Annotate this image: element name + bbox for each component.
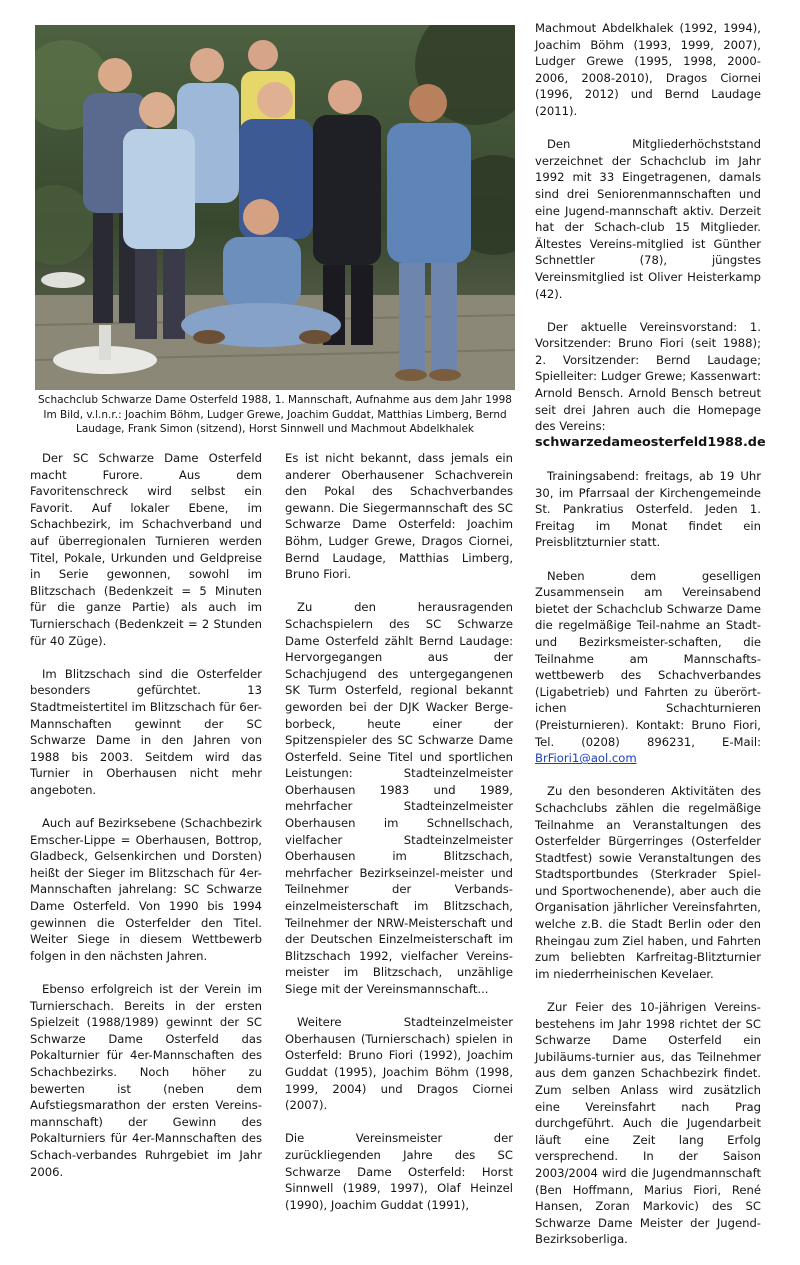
paragraph: Zu den herausragenden Schachspielern des SC Schwarze Dame Osterfeld zählt Bernd Laudage: Hervorgegangen aus der Schachjugend des untergegangenen SK Turm Osterfeld, regional bekannt geworden bei der DJK Wacker Berge-borbeck, heute einer der Spitzenspieler des SC Schwarze Dame Osterfeld. Seine Titel und sportlichen Leistungen: Stadteinzelmeister Oberhausen 1983 und 1989, mehrfacher Stadteinzelmeister Oberhausen im Schnellschach, vielfacher Stadteinzelmeister Oberhausen im Blitzschach, mehrfacher Bezirkseinzel-meister und Teilnehmer der Verbands-einzelmeisterschaft im Blitzschach, Teilnehmer der NRW-Meisterschaft und der Deutschen Einzelmeisterschaft im Blitzschach 1992, vielfacher Vereins-meister im Blitzschach, unzählige Siege mit der Vereinsmannschaft...: [285, 600, 513, 996]
board-text: Der aktuelle Vereinsvorstand: 1. Vorsitzender: Bruno Fiori (seit 1988); 2. Vorsitzender: Bernd Laudage; Spielleiter: Ludger Grewe; Kassenwart: Arnold Bensch. Arnold Bensch betreut seit drei Jahren auch die Homepage des Vereins:: [535, 319, 761, 434]
paragraph: Weitere Stadteinzelmeister Oberhausen (Turnierschach) spielen in Osterfeld: Bruno Fiori (1992), Joachim Guddat (1995), Joachim Böhm (1998, 1999, 2004) und Dragos Ciornei (2007).: [285, 1015, 513, 1113]
paragraph: Es ist nicht bekannt, dass jemals ein anderer Oberhausener Schachverein den Pokal des Schachverbandes gewann. Die Siegermannschaft des SC Schwarze Dame Osterfeld: Joachim Böhm, Ludger Grewe, Dragos Ciornei, Bernd Laudage, Matthias Limberg, Bruno Fiori.: [285, 451, 513, 582]
contact-paragraph: [535, 568, 761, 767]
caption-line: Schachclub Schwarze Dame Osterfeld 1988, 1. Mannschaft, Aufnahme aus dem Jahr 1998: [38, 394, 512, 406]
contact-text: Neben dem geselligen Zusammensein am Vereinsabend bietet der Schachclub Schwarze Dame die regelmäßige Teil-nahme an Stadt- und Bezirksmeister-schaften, die Teilnahme am Mannschafts-wettbewerb des Schachverbandes (Ligabetrieb) und Fahrten zu überört-ichen Schachturnieren (Preisturnieren). Kontakt: Bruno Fiori, Tel. (0208) 896231,: [535, 568, 761, 749]
paragraph: Auch auf Bezirksebene (Schachbezirk Emscher-Lippe = Oberhausen, Bottrop, Gladbeck, Gelsenkirchen und Dorsten) heißt der Sieger im Blitzschach für 4er-Mannschaften jahrelang: SC Schwarze Dame Osterfeld. Von 1990 bis 1994 gewinnen die Osterfelder den Titel. Weiter Siege in diesem Wettbewerb folgen in den nächsten Jahren.: [30, 816, 262, 963]
caption-line: Laudage, Frank Simon (sitzend), Horst Sinnwell und Machmout Abdelkhalek: [75, 423, 474, 435]
paragraph: Trainingsabend: freitags, ab 19 Uhr 30, im Pfarrsaal der Kirchengemeinde St. Pankratius Osterfeld. Jeden 1. Freitag im Monat findet ein Preisblitzturnier statt.: [535, 469, 761, 550]
paragraph: Der SC Schwarze Dame Osterfeld macht Furore. Aus dem Favoritenschreck wird selbst ein Favorit. Auf lokaler Ebene, im Schachbezirk, im Schachverband und auf überregionalen Turnieren werden Titel, Pokale, Urkunden und Geldpreise in Serie gewonnen, sowohl im Blitzschach (Bedenkzeit = 5 Minuten für die ganze Partie) als auch im Turnierschach (Bedenkzeit = 2 Stunden für 40 Züge).: [30, 451, 262, 648]
paragraph: Zur Feier des 10-jährigen Vereins-bestehens im Jahr 1998 richtet der SC Schwarze Dame Osterfeld ein Jubiläums-turnier aus, das Teilnehmer aus dem ganzen Schachbezirk findet. Zum selben Anlass wird zusätzlich eine Vereinsfahrt nach Prag durchgeführt. Auch die Jugendarbeit läuft eine Zeit lang Erfolg versprechend. In der Saison 2003/2004 wird die Jugendmannschaft (Ben Hoffmann, Marius Fiori, René Hansen, Zoran Markovic) des SC Schwarze Dame Meister der Jugend-Bezirksoberliga.: [535, 1000, 761, 1247]
team-photo: [35, 25, 515, 390]
paragraph: Machmout Abdelkhalek (1992, 1994), Joachim Böhm (1993, 1999, 2007), Ludger Grewe (1995, 1998, 2000-2006, 2008-2010), Dragos Ciornei (1996, 2012) und Bernd Laudage (2011).: [535, 21, 761, 118]
paragraph: Ebenso erfolgreich ist der Verein im Turnierschach. Bereits in der ersten Spielzeit (1988/1989) gewinnt der SC Schwarze Dame Osterfeld das Pokalturnier für 4er-Mannschaften des Schachbezirks. Noch höher zu bewerten ist (neben dem Aufstiegsmarathon der ersten Vereins-mannschaft) der Gewinn des Pokalturniers für 4er-Mannschaften des Schach-verbandes Ruhrgebiet im Jahr 2006.: [30, 982, 262, 1179]
caption-line: Im Bild, v.l.n.r.: Joachim Böhm, Ludger Grewe, Joachim Guddat, Matthias Limberg, Bernd: [43, 408, 507, 421]
article-column-1: [30, 450, 262, 1197]
paragraph: Zu den besonderen Aktivitäten des Schachclubs zählen die regelmäßige Teilnahme an Veranstaltungen des Osterfelder Bürgerringes (Osterfelder Stadtfest) sowie Veranstaltungen des Stadtsportbundes (Sterkrader Spiel- und Sportwochenende), aber auch die Organisation jährlicher Vereinsfahrten, welche z.B. die Stadt Berlin oder den Rheingau zum Ziel haben, und Fahrten zum beliebten Karfreitag-Blitzturnier im niederrheinischen Kevelaer.: [535, 784, 761, 981]
article-column-3: [535, 20, 766, 1265]
website-link[interactable]: schwarzedameosterfeld1988.de: [535, 434, 766, 450]
article-column-2: [285, 450, 513, 1230]
paragraph: Im Blitzschach sind die Osterfelder besonders gefürchtet. 13 Stadtmeistertitel im Blitzschach für 6er-Mannschaften gewinnt der SC Schwarze Dame in den Jahren von 1988 bis 2003. Seitdem wird das Turnier in Oberhausen nicht mehr angeboten.: [30, 666, 262, 797]
email-label: E-Mail:: [722, 734, 762, 749]
team-photo-illustration: [35, 25, 515, 390]
email-link[interactable]: BrFiori1@aol.com: [535, 751, 637, 766]
photo-caption: [35, 393, 515, 437]
paragraph: Den Mitgliederhöchststand verzeichnet der Schachclub im Jahr 1992 mit 33 Eingetragenen, damals sind drei Seniorenmannschaften und eine Jugend-mannschaft aktiv. Derzeit hat der Schach-club 15 Mitglieder. Ältestes Vereins-mitglied ist Günther Schnettler (78), jüngstes Vereinsmitglied ist Oliver Heisterkamp (42).: [535, 137, 761, 301]
paragraph: Die Vereinsmeister der zurückliegenden Jahre des SC Schwarze Dame Osterfeld: Horst Sinnwell (1989, 1997), Olaf Heinzel (1990), Joachim Guddat (1991),: [285, 1131, 513, 1212]
club-board-paragraph: [535, 319, 766, 452]
